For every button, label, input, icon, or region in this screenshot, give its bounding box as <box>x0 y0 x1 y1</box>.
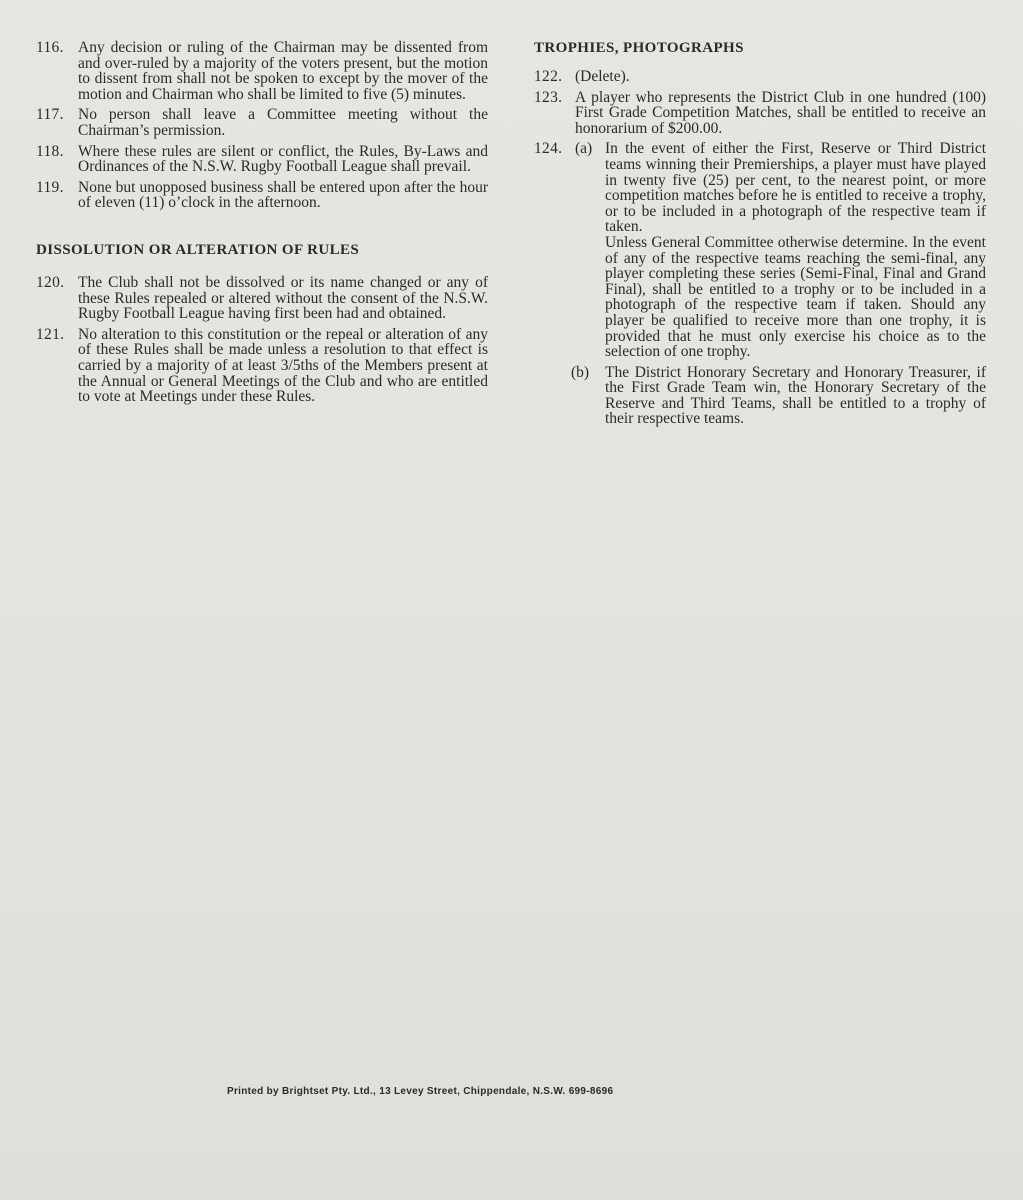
rule-121 <box>36 327 488 405</box>
rule-text: Where these rules are silent or conflict, the Rules, By-Laws and Ordinances of the N.S.W. Rugby Football League shall prevail. <box>78 142 488 176</box>
rule-number: 121. <box>36 325 65 343</box>
rule-number: 123. <box>534 88 563 106</box>
rule-text: The Club shall not be dissolved or its name changed or any of these Rules repealed or altered without the consent of the N.S.W. Rugby Football League having first been had and obtained. <box>78 273 488 323</box>
rule-124 <box>534 141 986 427</box>
rule-116 <box>36 40 488 102</box>
rule-122 <box>534 69 986 85</box>
subrule-paragraph: The District Honorary Secretary and Honorary Treasurer, if the First Grade Team win, the Honorary Secretary of the Reserve and Third Teams, shall be entitled to a trophy of their respective teams. <box>605 363 986 428</box>
rule-120 <box>36 275 488 322</box>
subrule-paragraph: Unless General Committee otherwise determine. In the event of any of the respective teams reaching the semi-final, any player completing these series (Semi-Final, Final and Grand Final), shall be entitled to a trophy or to be included in a photograph of the respective team if taken. Should any player be qualified to receive more than one trophy, it is provided that he must only exercise his choice as to the selection of one trophy. <box>605 233 986 361</box>
rule-text: A player who represents the District Club in one hundred (100) First Grade Competition Matches, shall be entitled to receive an honorarium of $200.00. <box>575 88 986 137</box>
right-column <box>534 40 986 432</box>
rule-number: 120. <box>36 273 65 291</box>
rule-number: 119. <box>36 178 64 196</box>
subrule-text <box>605 141 986 359</box>
rule-number: 116. <box>36 39 64 56</box>
subrule-label: (b) <box>571 363 590 381</box>
rule-text: No alteration to this constitution or the repeal or alteration of any of these Rules shall be made unless a resolution to that effect is carried by a majority of at least 3/5ths of the Members present at the Annual or General Meetings of the Club and who are entitled to vote at Meetings under these Rules. <box>78 325 488 406</box>
subrule-a <box>575 141 986 359</box>
subrule-label: (a) <box>575 140 593 158</box>
rule-text: No person shall leave a Committee meeting without the Chairman’s permission. <box>78 106 488 139</box>
rule-number: 122. <box>534 68 563 85</box>
rule-119 <box>36 180 488 211</box>
rule-124-body <box>571 140 986 428</box>
rule-117 <box>36 107 488 138</box>
rule-text: None but unopposed business shall be entered upon after the hour of eleven (11) o’clock in the afternoon. <box>78 178 488 212</box>
printer-imprint: Printed by Brightset Pty. Ltd., 13 Levey Street, Chippendale, N.S.W. 699-8696 <box>227 1086 614 1097</box>
section-heading-trophies: TROPHIES, PHOTOGRAPHS <box>534 40 744 56</box>
subrule-b <box>571 365 986 427</box>
rule-text: Any decision or ruling of the Chairman may be dissented from and over-ruled by a majority of the voters present, but the motion to dissent from shall not be spoken to except by the mover of the motion and Chairman who shall be limited to five (5) minutes. <box>78 39 488 103</box>
rule-118 <box>36 144 488 175</box>
rule-number: 124. <box>534 140 563 158</box>
rule-123 <box>534 90 986 137</box>
subrule-text <box>605 365 986 427</box>
subrule-paragraph: In the event of either the First, Reserve or Third District teams winning their Premierships, a player must have played in twenty five (25) per cent, to the nearest point, or more competition matches before he is entitled to receive a trophy, or to be included in a photograph of the respective team if taken. <box>605 140 986 236</box>
left-column <box>36 40 488 410</box>
rule-number: 118. <box>36 142 64 160</box>
rule-text: (Delete). <box>575 68 630 85</box>
section-heading-dissolution: DISSOLUTION OR ALTERATION OF RULES <box>36 241 360 258</box>
rule-number: 117. <box>36 106 64 124</box>
